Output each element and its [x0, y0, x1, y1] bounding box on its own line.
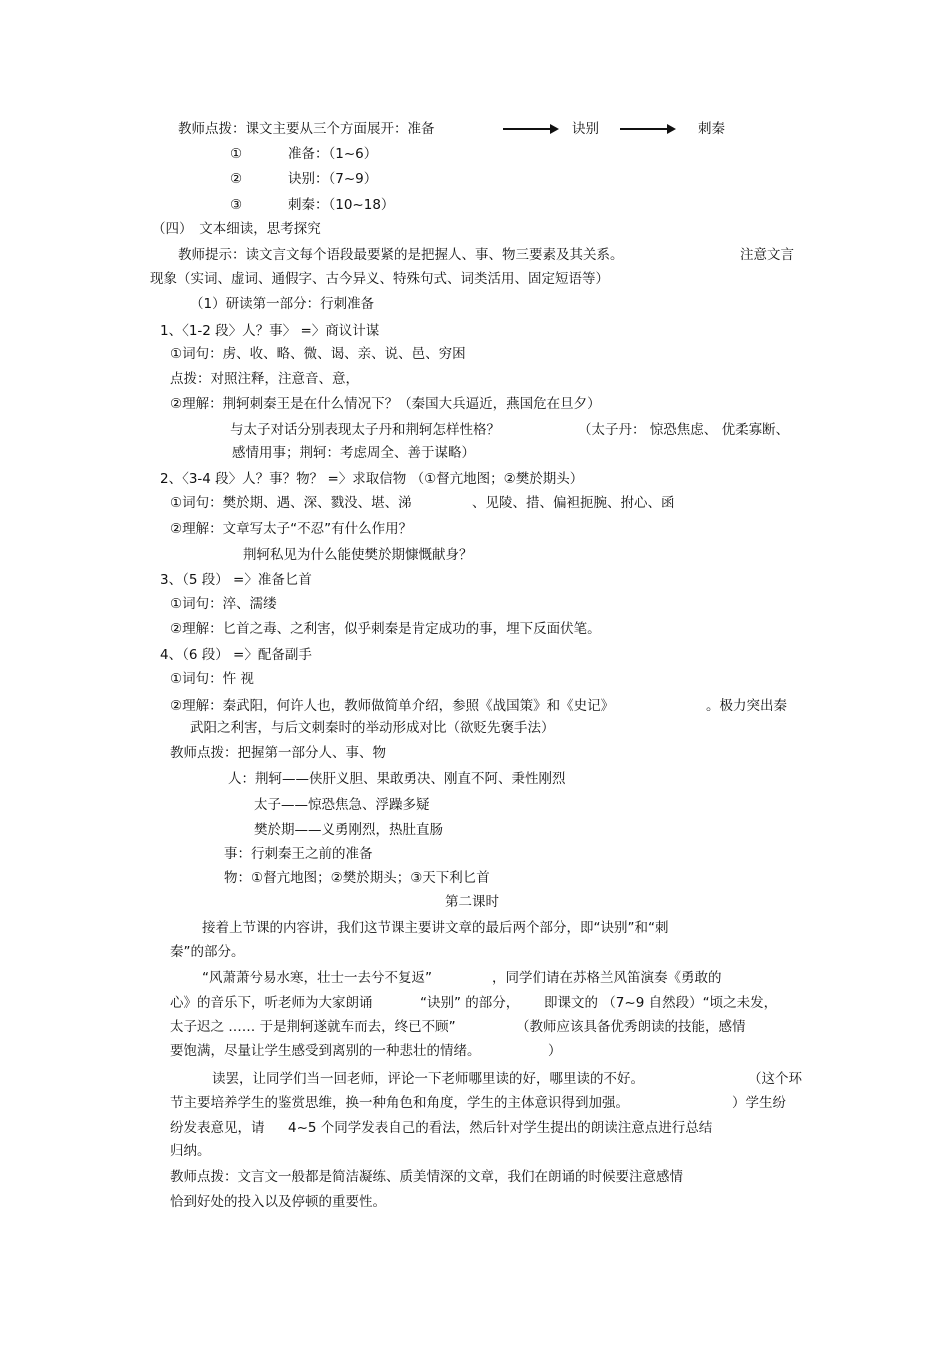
- text-line: ）学生纷: [732, 1095, 786, 1111]
- text-line: 教师点拨：文言文一般都是简洁凝练、质美情深的文章，我们在朗诵的时候要注意感情: [170, 1169, 683, 1185]
- text-line: ②理解：文章写太子“不忍”有什么作用？: [170, 521, 413, 537]
- point-heading: 3、（5 段） =〉准备匕首: [160, 572, 312, 588]
- text-line: 接着上节课的内容讲，我们这节课主要讲文章的最后两个部分，即“诀别”和“刺: [202, 920, 669, 936]
- text-line: ②理解：荆轲刺秦王是在什么情况下？（秦国大兵逼近，燕国危在旦夕）: [170, 396, 601, 412]
- item-num: ①: [230, 146, 243, 162]
- text-line: 与太子对话分别表现太子丹和荆轲怎样性格？: [230, 422, 500, 438]
- overview-step-3: 刺秦: [698, 121, 725, 137]
- arrow-icon: [503, 128, 557, 130]
- part-heading: （1）研读第一部分：行刺准备: [190, 296, 375, 312]
- point-heading: 4、（6 段） =〉配备副手: [160, 647, 312, 663]
- text-line: 纷发表意见，请: [170, 1120, 265, 1136]
- text-line: 点拨：对照注释，注意音、意，: [170, 371, 359, 387]
- text-line: 读罢，让同学们当一回老师，评论一下老师哪里读的好，哪里读的不好。: [212, 1071, 644, 1087]
- text-line: 人：荆轲——侠肝义胆、果敢勇决、刚直不阿、秉性刚烈: [228, 771, 566, 787]
- lesson-title: 第二课时: [445, 894, 499, 910]
- text-line: 物：①督亢地图；②樊於期头；③天下利匕首: [224, 870, 490, 886]
- text-line: 秦”的部分。: [170, 944, 245, 960]
- item-text: 诀别：（7~9）: [288, 171, 378, 187]
- item-text: 刺秦：（10~18）: [288, 197, 395, 213]
- text-line: 节主要培养学生的鉴赏思维，换一种角色和角度，学生的主体意识得到加强。: [170, 1095, 629, 1111]
- text-line: 恰到好处的投入以及停顿的重要性。: [170, 1194, 386, 1210]
- text-line: 要饱满，尽量让学生感受到离别的一种悲壮的情绪。: [170, 1043, 481, 1059]
- text-line: （教师应该具备优秀朗读的技能，感情: [516, 1019, 746, 1035]
- text-line: 感情用事；荆轲：考虑周全、善于谋略）: [232, 445, 475, 461]
- text-line: 武阳之利害，与后文刺秦时的举动形成对比（欲贬先褒手法）: [190, 720, 555, 736]
- item-text: 准备：（1~6）: [288, 146, 378, 162]
- tip-line: 现象（实词、虚词、通假字、古今异义、特殊句式、词类活用、固定短语等）: [150, 271, 609, 287]
- section-heading: （四） 文本细读，思考探究: [152, 221, 321, 237]
- point-heading: 1、〈1-2 段〉人？事〉 =〉商议计谋: [160, 323, 380, 339]
- text-line: “风萧萧兮易水寒，壮士一去兮不复返”: [202, 970, 432, 986]
- text-line: 事：行刺秦王之前的准备: [224, 846, 373, 862]
- tip-line: 教师提示：读文言文每个语段最要紧的是把握人、事、物三要素及其关系。: [178, 247, 624, 263]
- text-line: ①词句：忤 视: [170, 671, 254, 687]
- text-line: ，同学们请在苏格兰风笛演奏《勇敢的: [492, 970, 722, 986]
- text-line: 4~5 个同学发表自己的看法，然后针对学生提出的朗读注意点进行总结: [288, 1120, 713, 1136]
- text-line: 太子——惊恐焦急、浮躁多疑: [254, 797, 430, 813]
- tip-line: 注意文言: [740, 247, 794, 263]
- text-line: ①词句：樊於期、遇、深、戮没、堪、涕: [170, 495, 412, 511]
- overview-line: 教师点拨：课文主要从三个方面展开：准备: [178, 121, 435, 137]
- text-line: ①词句：虏、收、略、微、谒、亲、说、邑、穷困: [170, 346, 466, 362]
- text-line: 荆轲私见为什么能使樊於期慷慨献身？: [243, 547, 473, 563]
- text-line: ②理解：秦武阳，何许人也，教师做简单介绍，参照《战国策》和《史记》: [170, 698, 615, 714]
- text-line: 、见陵、措、偏袒扼腕、拊心、函: [472, 495, 675, 511]
- text-line: “诀别” 的部分，: [420, 995, 520, 1011]
- summary-heading: 教师点拨：把握第一部分人、事、物: [170, 745, 386, 761]
- text-line: （太子丹： 惊恐焦虑、 优柔寡断、: [578, 422, 790, 438]
- item-num: ②: [230, 171, 243, 187]
- text-line: 即课文的 （7~9 自然段）“顷之未发，: [544, 995, 778, 1011]
- arrow-icon: [620, 128, 674, 130]
- overview-step-2: 诀别: [572, 121, 599, 137]
- text-line: 。极力突出秦: [706, 698, 787, 714]
- item-num: ③: [230, 197, 243, 213]
- point-heading: 2、〈3-4 段〉人？事？物？ =〉求取信物 （①督亢地图；②樊於期头）: [160, 471, 584, 487]
- text-line: 归纳。: [170, 1143, 211, 1159]
- text-line: （这个环: [748, 1071, 802, 1087]
- text-line: 樊於期——义勇刚烈，热肚直肠: [254, 822, 443, 838]
- text-line: ①词句：淬、濡缕: [170, 596, 277, 612]
- text-line: 心》的音乐下，听老师为大家朗诵: [170, 995, 373, 1011]
- text-line: ）: [548, 1043, 562, 1059]
- text-line: 太子迟之 …… 于是荆轲遂就车而去，终已不顾”: [170, 1019, 456, 1035]
- text-line: ②理解：匕首之毒、之利害，似乎刺秦是肯定成功的事，埋下反面伏笔。: [170, 621, 601, 637]
